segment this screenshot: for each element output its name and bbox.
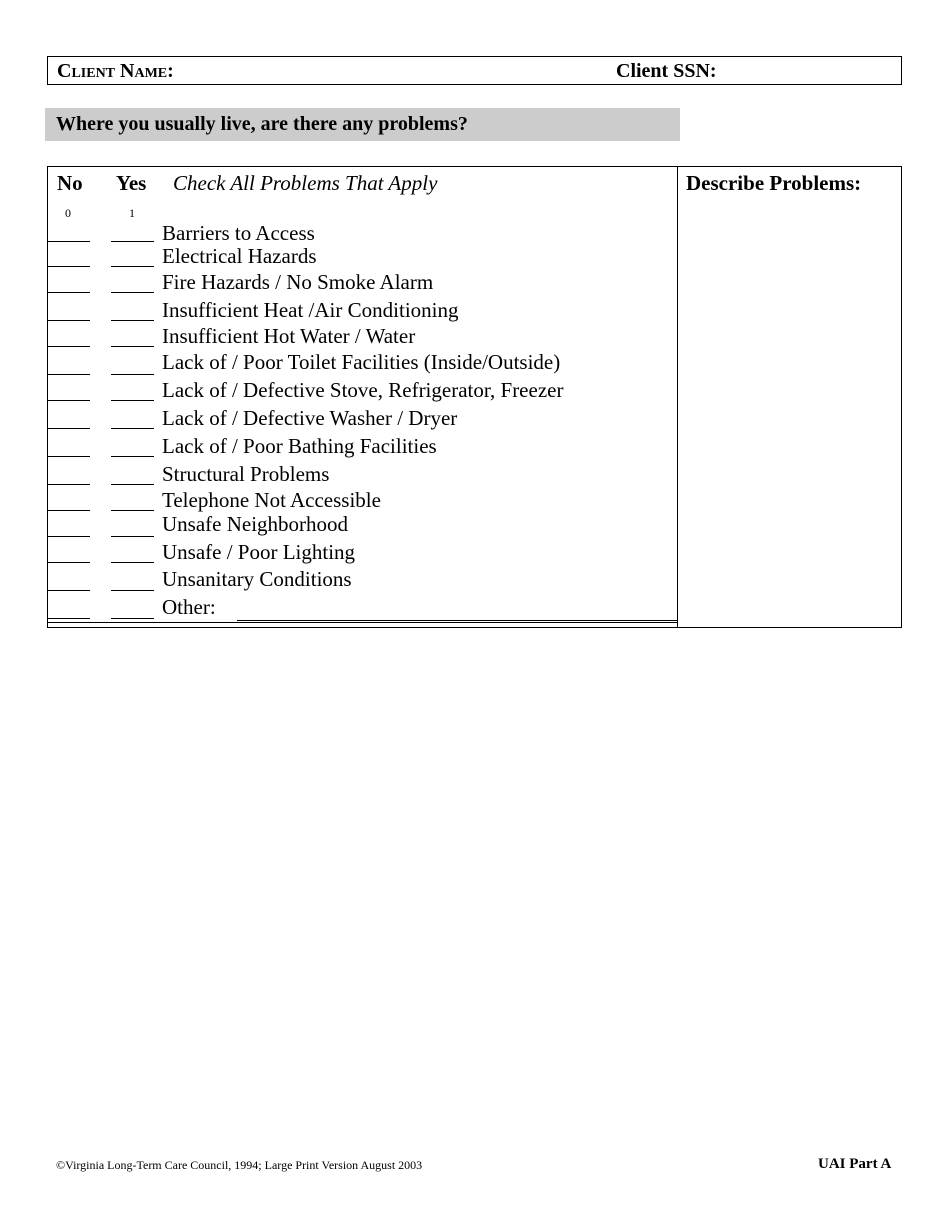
no-checkbox-blank[interactable] <box>48 484 90 485</box>
section-question: Where you usually live, are there any problems? <box>56 113 468 135</box>
yes-checkbox-blank[interactable] <box>111 346 154 347</box>
no-checkbox-blank[interactable] <box>48 266 90 267</box>
column-header-describe: Describe Problems: <box>686 171 862 195</box>
yes-checkbox-blank[interactable] <box>111 590 154 591</box>
yes-checkbox-blank[interactable] <box>111 562 154 563</box>
problem-item-label: Unsafe / Poor Lighting <box>162 540 356 564</box>
section-banner <box>45 108 680 141</box>
no-checkbox-blank[interactable] <box>48 400 90 401</box>
problem-item-label: Lack of / Defective Stove, Refrigerator, Freezer <box>162 378 564 402</box>
column-divider <box>677 166 678 628</box>
footer-copyright: ©Virginia Long-Term Care Council, 1994; Large Print Version August 2003 <box>56 1158 423 1172</box>
problem-item-label: Barriers to Access <box>162 221 315 245</box>
client-ssn-label: Client SSN: <box>616 60 717 82</box>
no-checkbox-blank[interactable] <box>48 320 90 321</box>
no-checkbox-blank[interactable] <box>48 562 90 563</box>
column-header-no: No <box>57 171 83 195</box>
other-write-in-line[interactable] <box>237 620 678 621</box>
bottom-rule <box>47 622 678 623</box>
yes-checkbox-blank[interactable] <box>111 428 154 429</box>
problem-item-label: Lack of / Poor Toilet Facilities (Inside/Outside) <box>162 350 561 374</box>
no-checkbox-blank[interactable] <box>48 510 90 511</box>
problem-item-label: Telephone Not Accessible <box>162 488 381 512</box>
no-checkbox-blank[interactable] <box>48 346 90 347</box>
no-checkbox-blank[interactable] <box>48 618 90 619</box>
column-header-yes: Yes <box>116 171 147 195</box>
client-name-label: Client Name: <box>57 60 174 82</box>
yes-checkbox-blank[interactable] <box>111 266 154 267</box>
no-checkbox-blank[interactable] <box>48 456 90 457</box>
yes-checkbox-blank[interactable] <box>111 456 154 457</box>
no-checkbox-blank[interactable] <box>48 536 90 537</box>
problem-item-label: Insufficient Heat /Air Conditioning <box>162 298 459 322</box>
no-checkbox-blank[interactable] <box>48 292 90 293</box>
no-checkbox-blank[interactable] <box>48 428 90 429</box>
yes-checkbox-blank[interactable] <box>111 618 154 619</box>
yes-checkbox-blank[interactable] <box>111 374 154 375</box>
problem-item-label: Lack of / Poor Bathing Facilities <box>162 434 437 458</box>
yes-checkbox-blank[interactable] <box>111 292 154 293</box>
problem-item-label: Unsafe Neighborhood <box>162 512 349 536</box>
problem-item-label: Other: <box>162 595 216 619</box>
no-checkbox-blank[interactable] <box>48 241 90 242</box>
client-info-box <box>47 56 902 85</box>
problem-item-label: Unsanitary Conditions <box>162 567 352 591</box>
problem-item-label: Structural Problems <box>162 462 330 486</box>
problem-item-label: Insufficient Hot Water / Water <box>162 324 416 348</box>
no-checkbox-blank[interactable] <box>48 590 90 591</box>
yes-checkbox-blank[interactable] <box>111 241 154 242</box>
code-no: 0 <box>65 206 71 220</box>
problem-item-label: Electrical Hazards <box>162 244 317 268</box>
problem-item-label: Fire Hazards / No Smoke Alarm <box>162 270 434 294</box>
yes-checkbox-blank[interactable] <box>111 536 154 537</box>
column-header-check: Check All Problems That Apply <box>173 171 438 195</box>
no-checkbox-blank[interactable] <box>48 374 90 375</box>
yes-checkbox-blank[interactable] <box>111 484 154 485</box>
yes-checkbox-blank[interactable] <box>111 400 154 401</box>
code-yes: 1 <box>129 206 135 220</box>
yes-checkbox-blank[interactable] <box>111 510 154 511</box>
yes-checkbox-blank[interactable] <box>111 320 154 321</box>
problem-item-label: Lack of / Defective Washer / Dryer <box>162 406 458 430</box>
footer-form-id: UAI Part A <box>818 1156 892 1172</box>
